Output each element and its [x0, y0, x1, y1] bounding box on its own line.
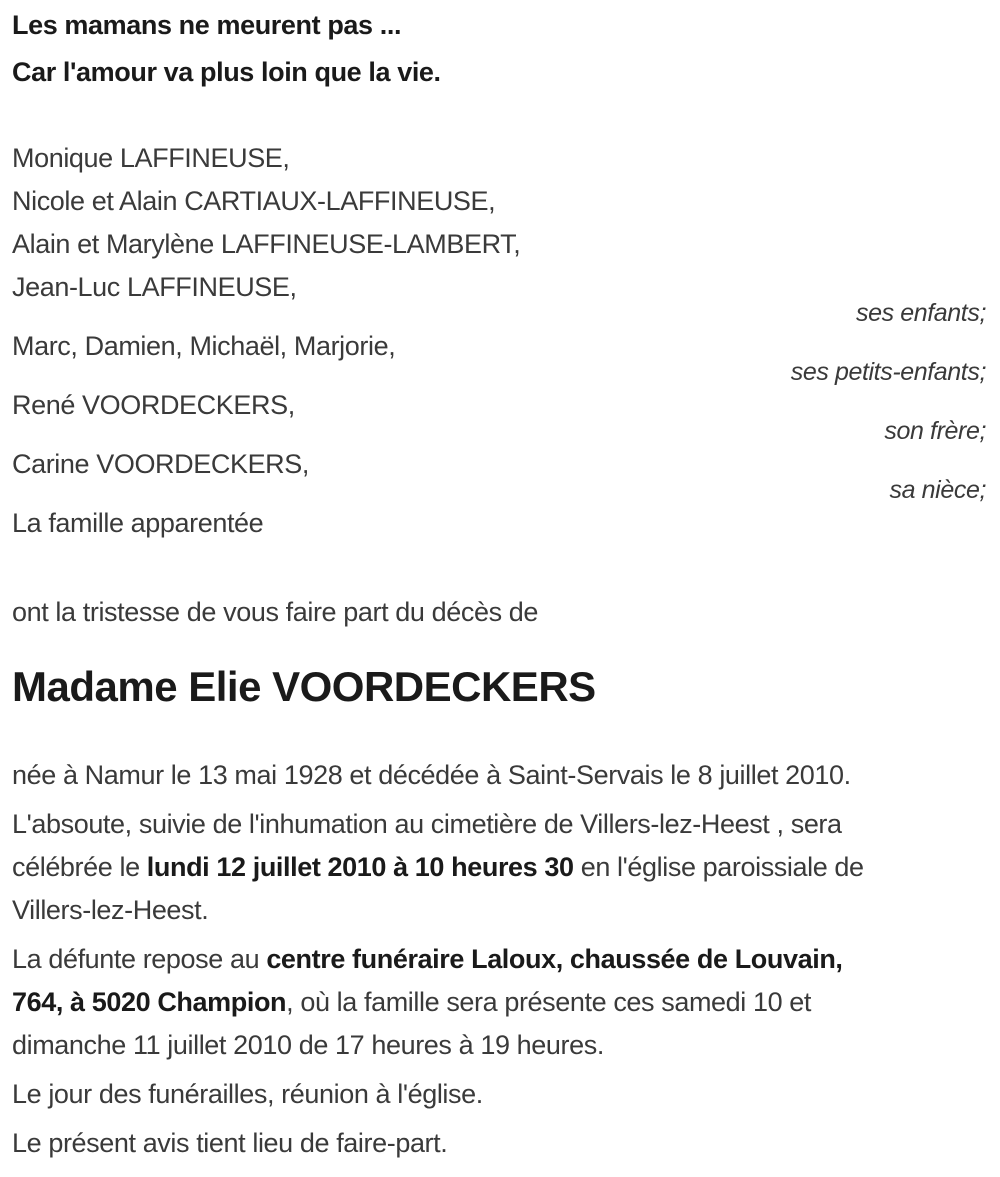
text-segment-bold: centre funéraire Laloux, chaussée de Louvain, [266, 944, 843, 974]
text-line [12, 803, 986, 846]
text-segment: Villers-lez-Heest. [12, 895, 209, 925]
text-segment: Le jour des funérailles, réunion à l'église. [12, 1079, 483, 1109]
paragraph-service [12, 803, 986, 932]
announcement-line: ont la tristesse de vous faire part du décès de [12, 597, 539, 627]
mourner-group-brother [12, 384, 986, 443]
mourner-name: Monique LAFFINEUSE, [12, 143, 290, 173]
text-segment-bold: lundi 12 juillet 2010 à 10 heures 30 [146, 852, 574, 882]
text-segment: célébrée le [12, 852, 147, 882]
details-section [12, 754, 986, 1165]
mourner-name: Jean-Luc LAFFINEUSE, [12, 272, 297, 302]
text-segment: née à Namur le 13 mai 1928 et décédée à Saint-Servais le 8 juillet 2010. [12, 760, 851, 790]
mourner-group-children [12, 137, 986, 325]
text-segment: , où la famille sera présente ces samedi 10 et [286, 987, 812, 1017]
epigraph-line-2: Car l'amour va plus loin que la vie. [12, 57, 441, 87]
epigraph-line-1: Les mamans ne meurent pas ... [12, 10, 402, 40]
mourner-name: René VOORDECKERS, [12, 390, 295, 420]
text-segment-bold: 764, à 5020 Champion [12, 987, 287, 1017]
mourner-group-grandchildren [12, 325, 986, 384]
text-line [12, 981, 986, 1024]
mourner-name: Marc, Damien, Michaël, Marjorie, [12, 331, 396, 361]
text-line [12, 938, 986, 981]
text-segment: dimanche 11 juillet 2010 de 17 heures à 19 heures. [12, 1030, 604, 1060]
epigraph-section [12, 10, 986, 87]
paragraph-faire-part [12, 1122, 986, 1165]
text-line [12, 1122, 986, 1165]
mourner-name: La famille apparentée [12, 508, 264, 538]
text-segment: Le présent avis tient lieu de faire-part. [12, 1128, 448, 1158]
text-line [12, 889, 986, 932]
paragraph-reunion [12, 1073, 986, 1116]
text-segment: en l'église paroissiale de [573, 852, 864, 882]
paragraph-funeral-home [12, 938, 986, 1067]
relation-label: ses petits-enfants; [790, 358, 986, 386]
relation-label: son frère; [884, 417, 986, 445]
text-segment: La défunte repose au [12, 944, 267, 974]
mourner-name: Nicole et Alain CARTIAUX-LAFFINEUSE, [12, 186, 496, 216]
mourner-name: Alain et Marylène LAFFINEUSE-LAMBERT, [12, 229, 521, 259]
mourner-group-niece [12, 443, 986, 502]
text-line [12, 1073, 986, 1116]
mourner-group-family [12, 502, 986, 545]
paragraph-birth-death [12, 754, 986, 797]
mourners-section [12, 137, 986, 545]
text-line [12, 754, 986, 797]
deceased-name: Madame Elie VOORDECKERS [12, 663, 596, 710]
text-line [12, 1024, 986, 1067]
text-line [12, 846, 986, 889]
text-segment: L'absoute, suivie de l'inhumation au cimetière de Villers-lez-Heest , sera [12, 809, 842, 839]
relation-label: sa nièce; [889, 476, 986, 504]
relation-label: ses enfants; [855, 299, 986, 327]
mourner-name: Carine VOORDECKERS, [12, 449, 309, 479]
